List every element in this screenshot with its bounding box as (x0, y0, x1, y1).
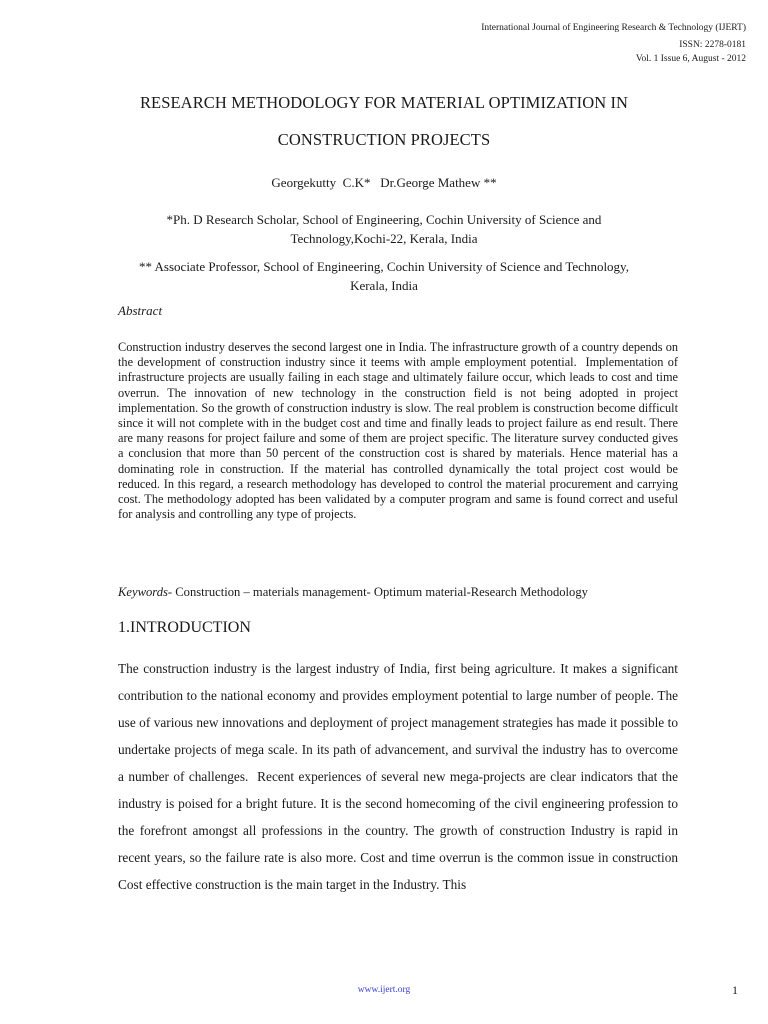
keywords (118, 585, 588, 600)
abstract-text: Construction industry deserves the second largest one in India. The infrastructure growth of a country depends on the development of construction industry since it teems with ample employment potential. Implementation of infrastructure projects are usually failing in each stage and ultimately failure occur, which leads to cost and time overrun. The innovation of new technology in the construction field is not being adopted in project implementation. So the growth of construction industry is slow. The real problem is construction become difficult since it will not complete with in the budget cost and time and finally leads to project failure as end result. There are many reasons for project failure and some of them are project specific. The literature survey conducted gives a conclusion that more than 50 percent of the construction cost is shared by materials. Hence material has a dominating role in construction. If the material has controlled dynamically the total project cost would be reduced. In this regard, a research methodology has developed to control the material procurement and carrying cost. The methodology adopted has been validated by a computer program and same is found correct and useful for analysis and controlling any type of projects. (118, 340, 682, 522)
paper-title-line-1: RESEARCH METHODOLOGY FOR MATERIAL OPTIMIZATION IN (139, 93, 629, 112)
keywords-label: Keywords- (118, 585, 173, 599)
introduction-text: The construction industry is the largest industry of India, first being agriculture. It makes a significant contribution to the national economy and provides employment potential to large number of people. The use of various new innovations and deployment of project management strategies has made it possible to undertake projects of mega scale. In its path of advancement, and survival the industry has to overcome a number of challenges. Recent experiences of several new mega-projects are clear indicators that the industry is poised for a bright future. It is the second homecoming of the civil engineering profession to the forefront amongst all professions in the country. The growth of construction Industry is rapid in recent years, so the failure rate is also more. Cost and time overrun is the common issue in construction Cost effective construction is the main target in the Industry. This (118, 661, 682, 892)
volume-issue: Vol. 1 Issue 6, August - 2012 (635, 54, 746, 64)
journal-name: International Journal of Engineering Research & Technology (IJERT) (481, 23, 746, 33)
keywords-text: Construction – materials management- Optimum material-Research Methodology (172, 585, 588, 599)
section-heading-introduction: 1.INTRODUCTION (118, 619, 251, 636)
abstract-label: Abstract (118, 303, 163, 318)
authors: Georgekutty C.K* Dr.George Mathew ** (271, 175, 497, 190)
paper-title-line-2: CONSTRUCTION PROJECTS (277, 130, 491, 149)
affiliation-2-line-1: ** Associate Professor, School of Engineering, Cochin University of Science and Technology, (139, 259, 629, 274)
issn: ISSN: 2278-0181 (679, 40, 746, 50)
affiliation-2-line-2: Kerala, India (350, 278, 418, 293)
affiliation-1-line-2: Technology,Kochi-22, Kerala, India (290, 231, 478, 246)
footer-url[interactable]: www.ijert.org (357, 985, 411, 995)
page-number: 1 (732, 983, 738, 997)
affiliation-1-line-1: *Ph. D Research Scholar, School of Engineering, Cochin University of Science and (166, 212, 602, 227)
